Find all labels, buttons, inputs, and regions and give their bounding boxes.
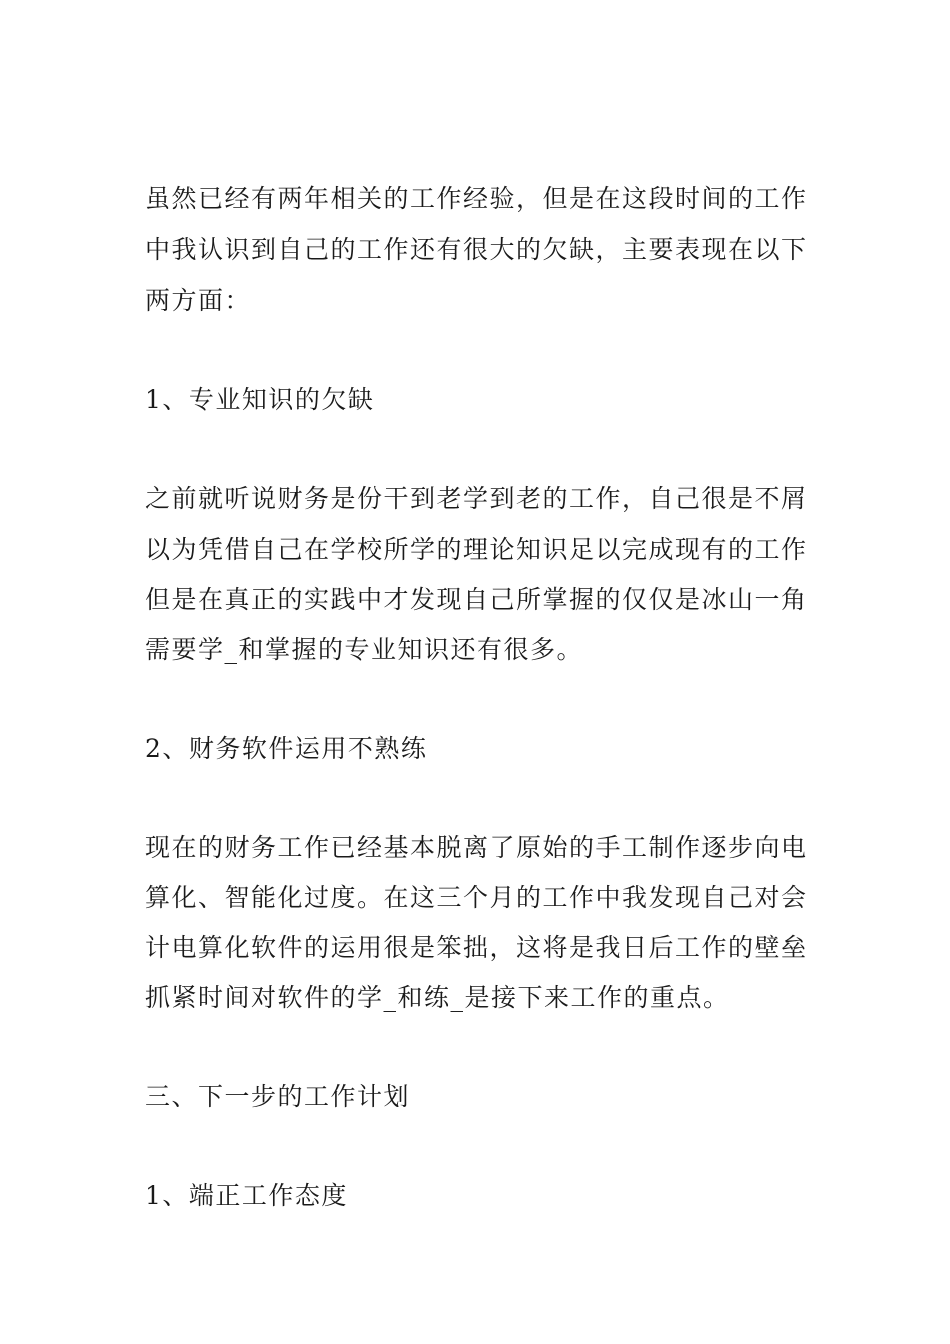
paragraph-knowledge-line-3: 但是在真正的实践中才发现自己所掌握的仅仅是冰山一角 [145, 585, 808, 614]
heading-work-attitude: 1、端正工作态度 [145, 1181, 348, 1210]
paragraph-intro-line-2: 中我认识到自己的工作还有很大的欠缺，主要表现在以下 [145, 235, 808, 264]
paragraph-software-line-1: 现在的财务工作已经基本脱离了原始的手工制作逐步向电 [145, 833, 808, 862]
paragraph-software-line-3: 计电算化软件的运用很是笨拙，这将是我日后工作的壁垒 [145, 933, 808, 962]
paragraph-knowledge-line-1: 之前就听说财务是份干到老学到老的工作，自己很是不屑 [145, 484, 808, 513]
paragraph-intro-line-3: 两方面： [145, 286, 252, 315]
paragraph-knowledge-line-4: 需要学_和掌握的专业知识还有很多。 [145, 635, 584, 664]
paragraph-intro-line-1: 虽然已经有两年相关的工作经验，但是在这段时间的工作 [145, 184, 808, 213]
heading-software-skills: 2、财务软件运用不熟练 [145, 734, 428, 763]
heading-next-steps: 三、下一步的工作计划 [145, 1082, 411, 1111]
paragraph-software-line-4: 抓紧时间对软件的学_和练_是接下来工作的重点。 [145, 983, 730, 1012]
paragraph-knowledge-line-2: 以为凭借自己在学校所学的理论知识足以完成现有的工作 [145, 535, 808, 564]
paragraph-software-line-2: 算化、智能化过度。在这三个月的工作中我发现自己对会 [145, 883, 808, 912]
heading-professional-knowledge: 1、专业知识的欠缺 [145, 385, 375, 414]
